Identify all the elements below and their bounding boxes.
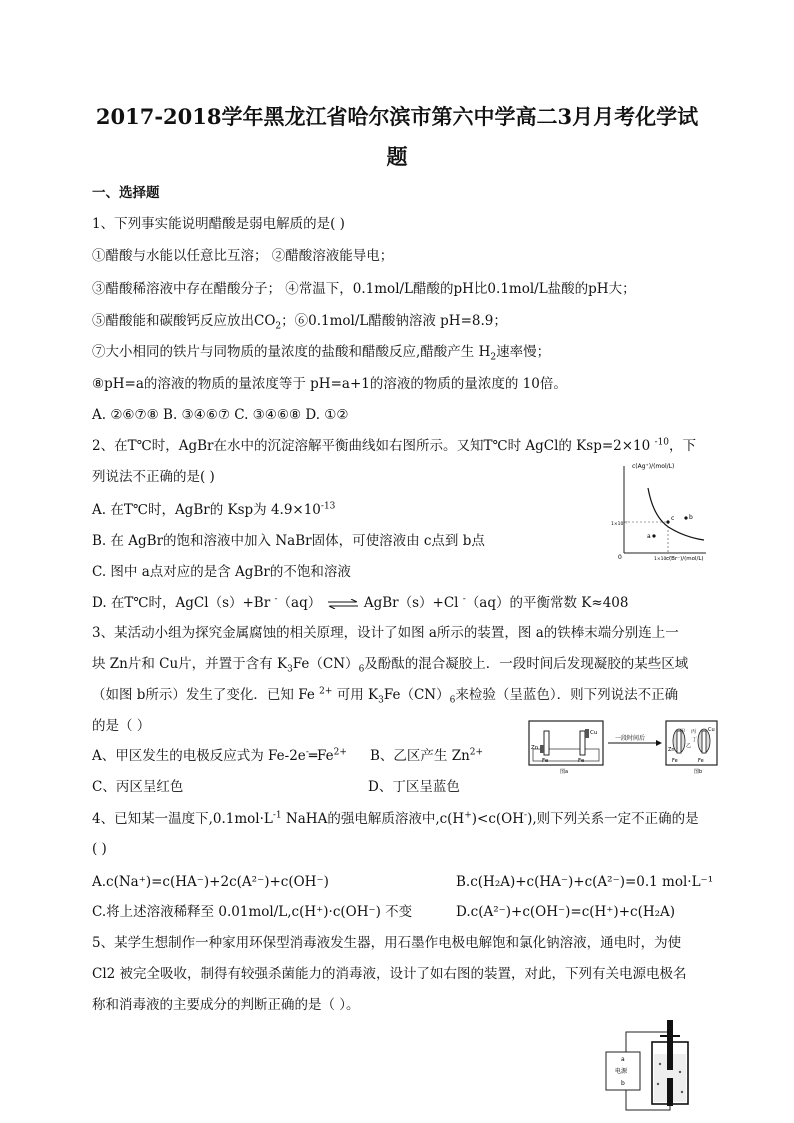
q1-line <box>92 344 551 363</box>
page-title-continued: 题 <box>386 144 408 169</box>
text: )<c(OH <box>471 811 525 827</box>
text: Fe（CN） <box>292 656 359 672</box>
superscript: - <box>305 747 309 758</box>
q3-option-c: C、丙区呈红色 <box>92 779 184 795</box>
text: ，下 <box>669 438 697 454</box>
label: Fe <box>578 758 585 764</box>
point-b-label: b <box>689 514 693 521</box>
subscript: 3 <box>287 664 293 675</box>
superscript: 2+ <box>469 747 484 758</box>
subscript: 2 <box>275 321 282 332</box>
label: Fe <box>542 758 549 764</box>
point-a-label: a <box>647 533 651 540</box>
page-title: 2017-2018学年黑龙江省哈尔滨市第六中学高二3月月考化学试 <box>95 104 699 129</box>
label: Cu <box>708 727 715 733</box>
text: Fe（CN） <box>383 687 450 703</box>
bubble <box>681 1091 683 1093</box>
electrolysis-apparatus-figure <box>596 1014 700 1120</box>
text: ；⑥0.1mol/L醋酸钠溶液 pH=8.9； <box>281 313 507 329</box>
q3-option-b <box>370 747 484 764</box>
point-a <box>652 534 655 537</box>
q5-stem: 5、某学生想制作一种家用环保型消毒液发生器，用石墨作电极电解饱和氯化钠溶液，通电时，为使 <box>92 935 682 951</box>
label: Fe <box>698 758 704 764</box>
electrode-b-label: b <box>621 1080 625 1087</box>
figure-b-caption: 图b <box>694 769 703 775</box>
q2-stem: 列说法不正确的是( ) <box>92 469 215 485</box>
y-tick-label: 1×10⁻⁷ <box>611 522 628 527</box>
bubble <box>659 1063 661 1065</box>
q1-line: ③醋酸稀溶液中存在醋酸分子； ④常温下，0.1mol/L醋酸的pH比0.1mol/L盐酸的pH大； <box>92 281 636 297</box>
label: 乙 <box>686 743 692 749</box>
text: ),则下列关系一定不正确的是 <box>527 811 699 827</box>
q1-line: ⑧pH=a的溶液的物质的量浓度等于 pH=a+1的溶液的物质的量浓度的 10倍。 <box>92 376 567 392</box>
label: Zn <box>668 747 675 753</box>
zn-plate-a <box>540 745 544 753</box>
label: 丙 <box>691 729 697 735</box>
agbr-solubility-graph <box>610 458 710 562</box>
arrow-head-icon <box>656 740 662 746</box>
corrosion-apparatus-figure <box>528 719 718 775</box>
text: （aq） <box>277 595 322 611</box>
q4-option-d: D.c(A²⁻)+c(OH⁻)=c(H⁺)+c(H₂A) <box>456 904 676 920</box>
q2-option-d <box>92 594 629 611</box>
figure-a-frame <box>529 721 603 765</box>
label: 丁 <box>692 737 698 743</box>
superscript: - <box>524 810 528 821</box>
rod-zn-a <box>544 731 549 755</box>
power-source-label: 电源 <box>615 1068 628 1075</box>
q4-option-c: C.将上述溶液稀释至 0.01mol/L,c(H⁺)·c(OH⁻) 不变 <box>92 904 413 920</box>
figure-a-caption: 图a <box>560 769 569 775</box>
superscript: 2+ <box>333 747 347 758</box>
q3-stem <box>92 656 689 675</box>
text: D. 在T℃时，AgCl（s）+Br <box>92 595 275 611</box>
cu-plate-a <box>585 729 589 738</box>
origin-label: 0 <box>618 554 622 561</box>
superscript: - <box>274 594 278 605</box>
text: 来检验（呈蓝色）．则下列说法不正确 <box>455 687 679 703</box>
superscript: + <box>464 810 472 821</box>
subscript: 6 <box>449 695 456 706</box>
bubble <box>679 1071 681 1073</box>
text: 4、已知某一温度下,0.1mol·L <box>92 811 273 827</box>
x-tick-label: 1×10⁻⁷ <box>654 557 671 562</box>
subscript: 3 <box>378 695 384 706</box>
q3-stem: 的是（ ） <box>92 718 151 734</box>
q4-answer-blank: ( ) <box>92 841 107 857</box>
point-b <box>684 516 687 519</box>
q1-options: A. ②⑥⑦⑧ B. ③④⑥⑦ C. ③④⑥⑧ D. ①② <box>92 407 349 423</box>
label: Zn <box>531 745 539 751</box>
subscript: 2 <box>490 352 497 363</box>
label: Fe <box>672 758 678 764</box>
q5-stem: 称和消毒液的主要成分的判断正确的是（ ）。 <box>92 997 360 1013</box>
text: ⑦大小相同的铁片与同物质的量浓度的盐酸和醋酸反应,醋酸产生 H <box>92 344 491 360</box>
q3-stem <box>92 686 679 706</box>
text: 及酚酞的混合凝胶上．一段时间后发现凝胶的某些区域 <box>364 656 689 672</box>
bubble <box>657 1083 659 1085</box>
text: ⑤醋酸能和碳酸钙反应放出CO <box>92 313 276 329</box>
solubility-curve <box>648 488 704 540</box>
y-axis-label: c(Ag⁺)/(mol/L) <box>632 463 675 470</box>
equilibrium-arrow-icon <box>326 599 360 609</box>
q4-option-a: A.c(Na⁺)=c(HA⁻)+2c(A²⁻)+c(OH⁻) <box>92 874 329 890</box>
q3-option-a <box>92 747 347 764</box>
q4-option-b: B.c(H₂A)+c(HA⁻)+c(A²⁻)=0.1 mol·L⁻¹ <box>456 874 714 890</box>
text: NaHA的强电解质溶液中,c(H <box>281 811 465 827</box>
electrode-a-label: a <box>621 1056 625 1063</box>
q1-line <box>92 313 507 332</box>
text: AgBr（s）+Cl <box>359 595 463 611</box>
q2-option-c: C. 图中 a点对应的是含 AgBr的不饱和溶液 <box>92 564 351 580</box>
rod-cu-b <box>702 731 706 753</box>
arrow-label: 一段时间后 <box>615 735 646 742</box>
text: B、乙区产生 Zn <box>370 748 470 764</box>
point-c-label: c <box>671 515 675 522</box>
electrode-bottom <box>667 1078 673 1106</box>
q5-stem: Cl2 被完全吸收，制得有较强杀菌能力的消毒液，设计了如右图的装置，对此，下列有关电源电极名 <box>92 966 687 982</box>
label: Cu <box>590 730 598 736</box>
q2-option-a <box>92 501 336 518</box>
text: A. 在T℃时，AgBr的 Ksp为 4.9×10 <box>92 502 321 518</box>
section-heading: 一、选择题 <box>92 185 160 201</box>
text: ═Fe <box>308 748 334 764</box>
superscript: - <box>462 594 466 605</box>
text: （如图 b所示）发生了变化．已知 Fe <box>92 687 320 703</box>
rod-cu-a <box>580 731 585 755</box>
point-c <box>666 520 669 523</box>
q2-option-b: B. 在 AgBr的饱和溶液中加入 NaBr固体，可使溶液由 c点到 b点 <box>92 533 485 549</box>
electrode-top <box>667 1020 673 1070</box>
superscript: -10 <box>654 437 670 448</box>
superscript: 2+ <box>319 686 333 697</box>
text: A、甲区发生的电极反应式为 Fe-2e <box>92 748 306 764</box>
text: 可用 K <box>332 687 379 703</box>
text: 块 Zn片和 Cu片，并置于含有 K <box>92 656 288 672</box>
q3-option-d: D、丁区呈蓝色 <box>368 779 460 795</box>
superscript: -13 <box>320 501 336 512</box>
text: （aq）的平衡常数 K≈408 <box>465 595 629 611</box>
text: 2、在T℃时，AgBr在水中的沉淀溶解平衡曲线如右图所示。又知T℃时 AgCl的 Ksp=2×10 <box>92 438 655 454</box>
q1-line: ①醋酸与水能以任意比互溶； ②醋酸溶液能导电； <box>92 248 394 264</box>
q4-stem <box>92 810 699 827</box>
q1-stem: 1、下列事实能说明醋酸是弱电解质的是( ) <box>92 216 345 232</box>
superscript: -1 <box>272 810 282 821</box>
text: 速率慢； <box>496 344 551 360</box>
subscript: 6 <box>358 664 365 675</box>
q3-stem: 3、某活动小组为探究金属腐蚀的相关原理，设计了如图 a所示的装置，图 a的铁棒末端分别连上一 <box>92 625 679 641</box>
q2-stem <box>92 437 697 454</box>
x-axis-label: c(Br⁻)/(mol/L) <box>666 556 704 562</box>
label: 甲 <box>680 729 686 735</box>
